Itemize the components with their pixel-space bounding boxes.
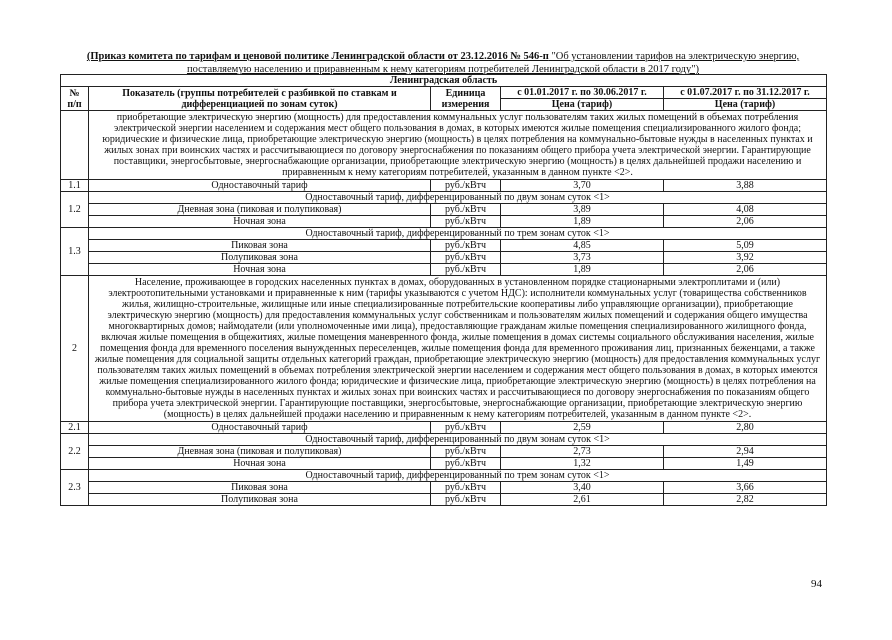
row-2-3-header: Одноставочный тариф, дифференцированный по трем зонам суток <1> (89, 470, 827, 482)
row-1-2-header: Одноставочный тариф, дифференцированный по двум зонам суток <1> (89, 192, 827, 204)
row-1-3-num: 1.3 (61, 228, 89, 276)
document-title (60, 50, 826, 76)
row-2-3-half-price2: 2,82 (664, 494, 827, 506)
row-2-2-day-price1: 2,73 (501, 446, 664, 458)
title-prefix: (Приказ комитета по тарифам и ценовой политике Ленинградской области от 23.12.2016 № 546-п (86, 51, 549, 62)
title-rest: "Об установлении тарифов на электрическую энергию, поставляемую населению и приравненным к нему категориям потребителей Ленинградской области в 2017 году") (186, 51, 800, 75)
section1-num-cell (61, 111, 89, 180)
row-1-2-day-unit: руб./кВтч (431, 204, 501, 216)
row-1-3-peak-price2: 5,09 (664, 240, 827, 252)
col-header-num: № п/п (61, 87, 89, 111)
row-1-2-day-price2: 4,08 (664, 204, 827, 216)
row-2-2-day-unit: руб./кВтч (431, 446, 501, 458)
row-1-3-half-unit: руб./кВтч (431, 252, 501, 264)
row-1-2-night-name: Ночная зона (89, 216, 431, 228)
row-2-1-unit: руб./кВтч (431, 422, 501, 434)
col-header-price1: Цена (тариф) (501, 99, 664, 111)
row-1-3-night-name: Ночная зона (89, 264, 431, 276)
row-1-2-day-price1: 3,89 (501, 204, 664, 216)
col-header-period1: с 01.01.2017 г. по 30.06.2017 г. (501, 87, 664, 99)
row-1-1-name: Одноставочный тариф (89, 180, 431, 192)
row-2-3-peak-price1: 3,40 (501, 482, 664, 494)
row-2-2-night-unit: руб./кВтч (431, 458, 501, 470)
row-1-3-night-unit: руб./кВтч (431, 264, 501, 276)
row-1-3-peak-name: Пиковая зона (89, 240, 431, 252)
row-1-1-price1: 3,70 (501, 180, 664, 192)
row-1-1-price2: 3,88 (664, 180, 827, 192)
col-header-unit: Единица измерения (431, 87, 501, 111)
region-header: Ленинградская область (61, 75, 827, 87)
col-header-period2: с 01.07.2017 г. по 31.12.2017 г. (664, 87, 827, 99)
row-1-2-night-unit: руб./кВтч (431, 216, 501, 228)
section2-description: Население, проживающее в городских населенных пунктах в домах, оборудованных в установленном порядке стационарными электроплитами и (или) электроотопительными установками и приравненные к ним (тарифы указываются с учетом НДС): исполнители коммунальных услуг (товарищества собственников жилья, жилищно-строительные, жилищные или иные специализированные потребительские кооперативы либо управляющие организации), приобретающие электрическую энергию (мощность) для предоставления коммунальных услуг собственникам и пользователям жилых помещений и содержания общего имущества многоквартирных домов; наймодатели (или уполномоченные ими лица), предоставляющие гражданам жилые помещения специализированного жилищного фонда, включая жилые помещения в общежитиях, жилые помещения маневренного фонда, жилые помещения в домах системы социального обслуживания населения, жилые помещения фонда для временного поселения вынужденных переселенцев, жилые помещения фонда для временного проживания лиц, признанных беженцами, а также жилые помещения для социальной защиты отдельных категорий граждан, приобретающие электрическую энергию (мощность) для предоставления коммунальных услуг пользователям таких жилых помещений в объемах потребления электрической энергии населением и содержания мест общего пользования в домах, в которых имеются жилые помещения специализированного жилого фонда; юридические и физические лица, приобретающие электрическую энергию (мощность) в целях потребления на коммунально-бытовые нужды в населенных пунктах и жилых зонах при воинских частях и рассчитывающиеся по договору энергоснабжения по показаниям общего прибора учета электрической энергии. Гарантирующие поставщики, энергосбытовые, энергоснабжающие организации, приобретающие электрическую энергию (мощность) в целях дальнейшей продажи населению и приравненным к нему категориям потребителей, указанным в данном пункте <2>. (89, 276, 827, 422)
row-2-3-num: 2.3 (61, 470, 89, 506)
row-1-3-peak-unit: руб./кВтч (431, 240, 501, 252)
row-2-3-half-price1: 2,61 (501, 494, 664, 506)
row-2-3-peak-unit: руб./кВтч (431, 482, 501, 494)
row-1-3-night-price2: 2,06 (664, 264, 827, 276)
row-1-2-night-price1: 1,89 (501, 216, 664, 228)
row-2-3-half-name: Полупиковая зона (89, 494, 431, 506)
row-2-2-day-price2: 2,94 (664, 446, 827, 458)
row-1-3-peak-price1: 4,85 (501, 240, 664, 252)
col-header-indicator: Показатель (группы потребителей с разбивкой по ставкам и дифференциацией по зонам суток) (89, 87, 431, 111)
row-2-2-header: Одноставочный тариф, дифференцированный по двум зонам суток <1> (89, 434, 827, 446)
row-1-1-num: 1.1 (61, 180, 89, 192)
row-2-3-peak-name: Пиковая зона (89, 482, 431, 494)
row-1-2-num: 1.2 (61, 192, 89, 228)
row-2-2-night-name: Ночная зона (89, 458, 431, 470)
row-1-1-unit: руб./кВтч (431, 180, 501, 192)
row-1-2-night-price2: 2,06 (664, 216, 827, 228)
row-1-3-night-price1: 1,89 (501, 264, 664, 276)
section1-description: приобретающие электрическую энергию (мощность) для предоставления коммунальных услуг пользователям таких жилых помещений в объемах потребления электрической энергии населением и содержания мест общего пользования в домах, в которых имеются жилые помещения специализированного жилого фонда; юридические и физические лица, приобретающие электрическую энергию (мощность) в целях потребления на коммунально-бытовые нужды в населенных пунктах и жилых зонах при воинских частях и рассчитывающиеся по договору энергоснабжения по показаниям общего прибора учета электрической энергии. Гарантирующие поставщики, энергосбытовые, энергоснабжающие организации, приобретающие электрическую энергию (мощность) в целях дальнейшей продажи населению и приравненным к нему категориям потребителей, указанным в данном пункте <2>. (89, 111, 827, 180)
row-2-3-half-unit: руб./кВтч (431, 494, 501, 506)
row-2-3-peak-price2: 3,66 (664, 482, 827, 494)
col-header-price2: Цена (тариф) (664, 99, 827, 111)
row-2-1-price1: 2,59 (501, 422, 664, 434)
row-2-1-name: Одноставочный тариф (89, 422, 431, 434)
row-1-3-header: Одноставочный тариф, дифференцированный по трем зонам суток <1> (89, 228, 827, 240)
row-2-2-night-price2: 1,49 (664, 458, 827, 470)
row-1-3-half-price2: 3,92 (664, 252, 827, 264)
section2-num: 2 (61, 276, 89, 422)
row-1-3-half-price1: 3,73 (501, 252, 664, 264)
tariff-table (60, 74, 827, 506)
page-number: 94 (811, 578, 822, 590)
row-2-1-price2: 2,80 (664, 422, 827, 434)
row-1-2-day-name: Дневная зона (пиковая и полупиковая) (89, 204, 431, 216)
row-1-3-half-name: Полупиковая зона (89, 252, 431, 264)
row-2-2-day-name: Дневная зона (пиковая и полупиковая) (89, 446, 431, 458)
row-2-1-num: 2.1 (61, 422, 89, 434)
row-2-2-night-price1: 1,32 (501, 458, 664, 470)
row-2-2-num: 2.2 (61, 434, 89, 470)
